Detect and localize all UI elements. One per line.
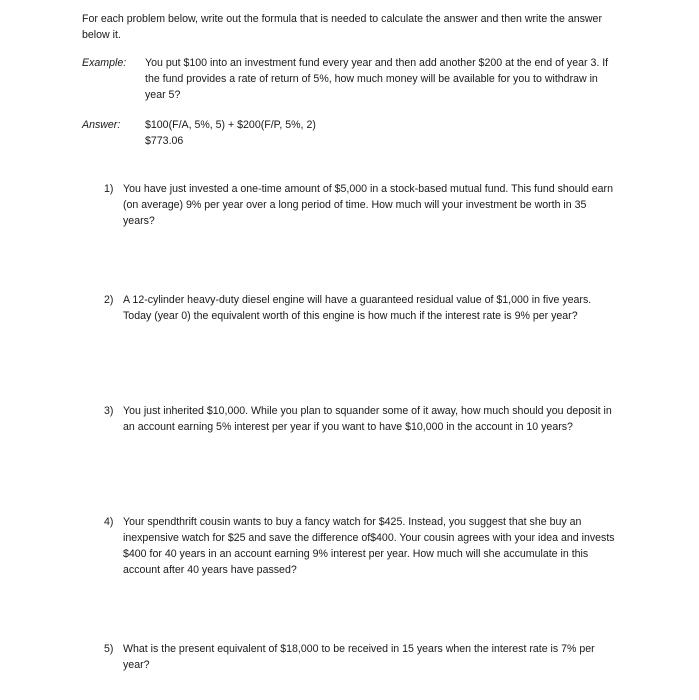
problem-text: Your spendthrift cousin wants to buy a fancy watch for $425. Instead, you suggest that she buy an inexpensive watch for $25 and save the difference of$400. Your cousin agrees with your idea and invests $400 for 40 years in an account earning 9% interest per year. How much will she accumulate in this account after 40 years have passed? xyxy=(123,516,615,576)
instructions-paragraph: For each problem below, write out the formula that is needed to calculate the answer and then write the answer below it. xyxy=(82,13,602,41)
answer-value: $773.06 xyxy=(145,135,184,147)
problem-text: What is the present equivalent of $18,000 to be received in 15 years when the interest rate is 7% per year? xyxy=(123,643,595,671)
example-label: Example: xyxy=(82,57,127,69)
problem-number: 3) xyxy=(104,405,114,417)
problem-number: 1) xyxy=(104,183,114,195)
problem-number: 2) xyxy=(104,294,114,306)
answer-formula: $100(F/A, 5%, 5) + $200(F/P, 5%, 2) xyxy=(145,119,316,131)
problem-text: A 12-cylinder heavy-duty diesel engine will have a guaranteed residual value of $1,000 in five years. Today (year 0) the equivalent worth of this engine is how much if the interest rate is 9% per year? xyxy=(123,294,592,322)
problem-number: 5) xyxy=(104,643,114,655)
example-text: You put $100 into an investment fund every year and then add another $200 at the end of year 3. If the fund provides a rate of return of 5%, how much money will be available for you to withdraw in year 5? xyxy=(145,57,609,101)
answer-label: Answer: xyxy=(82,119,121,131)
problem-number: 4) xyxy=(104,516,114,528)
problem-text: You have just invested a one-time amount of $5,000 in a stock-based mutual fund. This fund should earn (on average) 9% per year over a long period of time. How much will your investment be worth in 35 years? xyxy=(123,183,613,227)
problem-text: You just inherited $10,000. While you plan to squander some of it away, how much should you deposit in an account earning 5% interest per year if you want to have $10,000 in the account in 10 years? xyxy=(123,405,612,433)
